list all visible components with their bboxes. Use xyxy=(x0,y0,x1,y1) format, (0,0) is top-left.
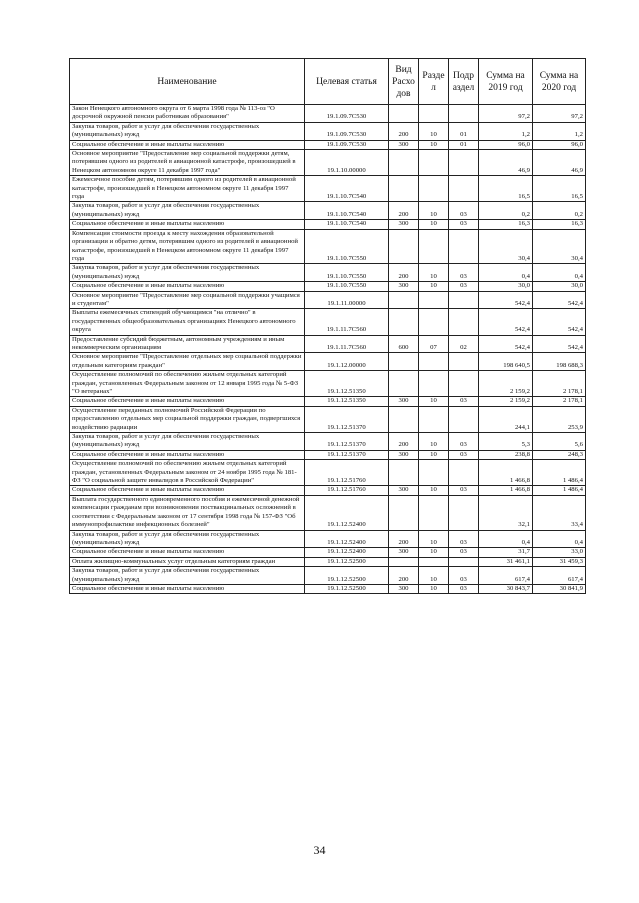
header-expense-type: Вид Расхо дов xyxy=(389,59,419,105)
row-sum-2019: 96,0 xyxy=(479,140,533,149)
row-target-article: 19.1.10.7С540 xyxy=(305,220,389,229)
row-sum-2019: 198 640,5 xyxy=(479,353,533,371)
row-subsection: 03 xyxy=(449,530,479,548)
row-target-article: 19.1.12.52400 xyxy=(305,530,389,548)
row-target-article: 19.1.10.7С550 xyxy=(305,282,389,291)
row-subsection: 01 xyxy=(449,140,479,149)
table-row xyxy=(70,353,586,371)
row-section xyxy=(419,291,449,309)
row-subsection: 03 xyxy=(449,433,479,451)
row-name: Социальное обеспечение и иные выплаты населению xyxy=(70,282,305,291)
row-section xyxy=(419,105,449,123)
row-target-article: 19.1.09.7С530 xyxy=(305,105,389,123)
table-row xyxy=(70,140,586,149)
row-section: 07 xyxy=(419,335,449,353)
row-target-article: 19.1.12.51370 xyxy=(305,433,389,451)
row-sum-2020: 542,4 xyxy=(533,291,586,309)
row-target-article: 19.1.12.52400 xyxy=(305,548,389,557)
row-sum-2020: 16,5 xyxy=(533,176,586,202)
table-row xyxy=(70,229,586,264)
table-row xyxy=(70,584,586,593)
row-sum-2019: 30 843,7 xyxy=(479,584,533,593)
row-target-article: 19.1.09.7С530 xyxy=(305,122,389,140)
row-section: 10 xyxy=(419,122,449,140)
row-name: Социальное обеспечение и иные выплаты населению xyxy=(70,584,305,593)
row-name: Закупка товаров, работ и услуг для обеспечения государственных (муниципальных) нужд xyxy=(70,567,305,585)
row-section xyxy=(419,371,449,397)
row-section: 10 xyxy=(419,202,449,220)
row-sum-2020: 16,3 xyxy=(533,220,586,229)
row-sum-2020: 97,2 xyxy=(533,105,586,123)
row-name: Осуществление переданных полномочий Российской Федерации по предоставлению отдельных мер социальной поддержки граждан, подвергшихся воздействию радиации xyxy=(70,406,305,432)
row-sum-2020: 1 486,4 xyxy=(533,460,586,486)
row-name: Закупка товаров, работ и услуг для обеспечения государственных (муниципальных) нужд xyxy=(70,530,305,548)
row-section: 10 xyxy=(419,530,449,548)
row-target-article: 19.1.12.52500 xyxy=(305,567,389,585)
row-name: Выплаты ежемесячных стипендий обучающимся "на отлично" в государственных общеобразовательных организациях Ненецкого автономного округа xyxy=(70,309,305,335)
row-sum-2020: 0,4 xyxy=(533,530,586,548)
row-section: 10 xyxy=(419,264,449,282)
row-sum-2019: 2 159,2 xyxy=(479,371,533,397)
row-expense-type: 200 xyxy=(389,202,419,220)
row-name: Социальное обеспечение и иные выплаты населению xyxy=(70,397,305,406)
row-target-article: 19.1.12.51370 xyxy=(305,450,389,459)
table-row xyxy=(70,309,586,335)
row-section: 10 xyxy=(419,282,449,291)
row-expense-type xyxy=(389,406,419,432)
row-sum-2019: 0,2 xyxy=(479,202,533,220)
row-target-article: 19.1.10.7С540 xyxy=(305,176,389,202)
row-sum-2019: 2 159,2 xyxy=(479,397,533,406)
row-target-article: 19.1.12.51350 xyxy=(305,397,389,406)
row-section: 10 xyxy=(419,584,449,593)
row-name: Социальное обеспечение и иные выплаты населению xyxy=(70,140,305,149)
row-subsection: 03 xyxy=(449,397,479,406)
table-row xyxy=(70,406,586,432)
row-subsection xyxy=(449,460,479,486)
row-section xyxy=(419,229,449,264)
row-sum-2019: 32,1 xyxy=(479,495,533,530)
row-section xyxy=(419,495,449,530)
row-subsection xyxy=(449,406,479,432)
row-sum-2020: 2 178,1 xyxy=(533,371,586,397)
row-subsection xyxy=(449,291,479,309)
table-row xyxy=(70,202,586,220)
row-sum-2020: 253,9 xyxy=(533,406,586,432)
row-section xyxy=(419,353,449,371)
row-expense-type xyxy=(389,176,419,202)
row-name: Социальное обеспечение и иные выплаты населению xyxy=(70,220,305,229)
row-name: Осуществление полномочий по обеспечению жильем отдельных категорий граждан, установленных Федеральным законом от 24 ноября 1995 года № 181-ФЗ "О социальной защите инвалидов в Российской Федерации" xyxy=(70,460,305,486)
table-row xyxy=(70,291,586,309)
row-sum-2019: 238,8 xyxy=(479,450,533,459)
row-name: Социальное обеспечение и иные выплаты населению xyxy=(70,486,305,495)
row-sum-2019: 16,5 xyxy=(479,176,533,202)
row-sum-2019: 244,1 xyxy=(479,406,533,432)
table-row xyxy=(70,567,586,585)
row-sum-2019: 16,3 xyxy=(479,220,533,229)
row-subsection: 03 xyxy=(449,567,479,585)
table-row xyxy=(70,150,586,176)
row-name: Основное мероприятие "Предоставление мер социальной поддержки детям, потерявшим одного из родителей в авиационной катастрофе, произошедшей в Ненецком автономном округе 11 декабря 1997 года" xyxy=(70,150,305,176)
row-name: Закон Ненецкого автономного округа от 6 марта 1998 года № 113-оз "О досрочной окружной пенсии работникам образования" xyxy=(70,105,305,123)
row-sum-2020: 1,2 xyxy=(533,122,586,140)
row-section xyxy=(419,176,449,202)
row-expense-type: 300 xyxy=(389,282,419,291)
row-expense-type xyxy=(389,495,419,530)
row-sum-2019: 542,4 xyxy=(479,309,533,335)
row-sum-2020: 96,0 xyxy=(533,140,586,149)
row-section xyxy=(419,460,449,486)
row-target-article: 19.1.10.7С550 xyxy=(305,264,389,282)
header-name: Наименование xyxy=(70,59,305,105)
row-expense-type: 200 xyxy=(389,264,419,282)
row-name: Оплата жилищно-коммунальных услуг отдельным категориям граждан xyxy=(70,557,305,566)
row-sum-2020: 2 178,1 xyxy=(533,397,586,406)
table-row xyxy=(70,460,586,486)
row-section: 10 xyxy=(419,397,449,406)
row-subsection: 03 xyxy=(449,548,479,557)
row-sum-2020: 30 841,9 xyxy=(533,584,586,593)
row-subsection: 01 xyxy=(449,122,479,140)
row-expense-type: 300 xyxy=(389,584,419,593)
row-subsection xyxy=(449,353,479,371)
table-row xyxy=(70,557,586,566)
row-name: Социальное обеспечение и иные выплаты населению xyxy=(70,450,305,459)
table-row xyxy=(70,548,586,557)
row-expense-type xyxy=(389,371,419,397)
row-sum-2019: 0,4 xyxy=(479,264,533,282)
row-subsection: 03 xyxy=(449,202,479,220)
row-target-article: 19.1.12.51350 xyxy=(305,371,389,397)
row-sum-2020: 5,6 xyxy=(533,433,586,451)
row-sum-2020: 33,0 xyxy=(533,548,586,557)
row-subsection xyxy=(449,557,479,566)
table-row xyxy=(70,105,586,123)
row-section: 10 xyxy=(419,433,449,451)
header-section: Разде л xyxy=(419,59,449,105)
row-expense-type: 200 xyxy=(389,433,419,451)
row-sum-2020: 1 486,4 xyxy=(533,486,586,495)
row-subsection xyxy=(449,371,479,397)
row-section xyxy=(419,309,449,335)
row-expense-type: 300 xyxy=(389,220,419,229)
row-sum-2019: 31 461,1 xyxy=(479,557,533,566)
row-section xyxy=(419,406,449,432)
row-expense-type: 300 xyxy=(389,450,419,459)
row-sum-2020: 31 459,3 xyxy=(533,557,586,566)
page-number: 34 xyxy=(313,843,326,857)
table-row xyxy=(70,220,586,229)
row-expense-type xyxy=(389,460,419,486)
row-name: Закупка товаров, работ и услуг для обеспечения государственных (муниципальных) нужд xyxy=(70,433,305,451)
row-subsection xyxy=(449,229,479,264)
row-section xyxy=(419,150,449,176)
row-target-article: 19.1.12.52400 xyxy=(305,495,389,530)
row-name: Закупка товаров, работ и услуг для обеспечения государственных (муниципальных) нужд xyxy=(70,122,305,140)
row-expense-type: 600 xyxy=(389,335,419,353)
row-expense-type: 300 xyxy=(389,486,419,495)
row-subsection: 03 xyxy=(449,450,479,459)
row-sum-2019: 30,4 xyxy=(479,229,533,264)
table-row xyxy=(70,450,586,459)
table-row xyxy=(70,282,586,291)
row-sum-2019: 5,3 xyxy=(479,433,533,451)
row-subsection: 03 xyxy=(449,282,479,291)
table-row xyxy=(70,122,586,140)
row-target-article: 19.1.11.7С560 xyxy=(305,309,389,335)
row-sum-2020: 46,9 xyxy=(533,150,586,176)
row-target-article: 19.1.11.00000 xyxy=(305,291,389,309)
row-name: Предоставление субсидий бюджетным, автономным учреждениям и иным некоммерческим организациям xyxy=(70,335,305,353)
row-expense-type: 300 xyxy=(389,140,419,149)
row-sum-2020: 30,0 xyxy=(533,282,586,291)
table-row xyxy=(70,371,586,397)
row-expense-type: 300 xyxy=(389,548,419,557)
row-name: Закупка товаров, работ и услуг для обеспечения государственных (муниципальных) нужд xyxy=(70,264,305,282)
row-expense-type: 300 xyxy=(389,397,419,406)
row-name: Ежемесячное пособие детям, потерявшим одного из родителей в авиационной катастрофе, произошедшей в Ненецком автономном округе 11 декабря 1997 года xyxy=(70,176,305,202)
row-subsection xyxy=(449,495,479,530)
row-section: 10 xyxy=(419,220,449,229)
row-section: 10 xyxy=(419,548,449,557)
table-row xyxy=(70,397,586,406)
row-section xyxy=(419,557,449,566)
row-section: 10 xyxy=(419,567,449,585)
row-sum-2020: 248,3 xyxy=(533,450,586,459)
row-name: Основное мероприятие "Предоставление мер социальной поддержки учащимся и студентам" xyxy=(70,291,305,309)
row-name: Основное мероприятие "Предоставление отдельных мер социальной поддержки отдельным категориям граждан" xyxy=(70,353,305,371)
row-sum-2019: 1 466,8 xyxy=(479,486,533,495)
row-sum-2020: 30,4 xyxy=(533,229,586,264)
row-sum-2019: 31,7 xyxy=(479,548,533,557)
table-row xyxy=(70,433,586,451)
header-subsection: Подр аздел xyxy=(449,59,479,105)
table-body xyxy=(70,105,586,594)
row-target-article: 19.1.10.00000 xyxy=(305,150,389,176)
row-target-article: 19.1.12.51760 xyxy=(305,486,389,495)
row-target-article: 19.1.10.7С540 xyxy=(305,202,389,220)
row-expense-type xyxy=(389,353,419,371)
row-expense-type xyxy=(389,105,419,123)
row-expense-type xyxy=(389,150,419,176)
row-sum-2019: 30,0 xyxy=(479,282,533,291)
header-sum-2019: Сумма на 2019 год xyxy=(479,59,533,105)
row-sum-2019: 542,4 xyxy=(479,291,533,309)
row-subsection xyxy=(449,105,479,123)
table-row xyxy=(70,264,586,282)
row-expense-type: 200 xyxy=(389,567,419,585)
row-subsection xyxy=(449,150,479,176)
header-sum-2020: Сумма на 2020 год xyxy=(533,59,586,105)
table-row xyxy=(70,486,586,495)
row-sum-2020: 33,4 xyxy=(533,495,586,530)
table-row xyxy=(70,495,586,530)
row-name: Компенсация стоимости проезда к месту нахождения образовательной организации и обратно детям, потерявшим одного из родителей в авиационной катастрофе, произошедшей в Ненецком автономном округе 11 декабря 1997 года xyxy=(70,229,305,264)
row-expense-type xyxy=(389,557,419,566)
row-subsection xyxy=(449,176,479,202)
row-section: 10 xyxy=(419,486,449,495)
budget-table xyxy=(69,58,586,594)
row-target-article: 19.1.12.51370 xyxy=(305,406,389,432)
row-target-article: 19.1.09.7С530 xyxy=(305,140,389,149)
row-expense-type xyxy=(389,291,419,309)
header-target-article: Целевая статья xyxy=(305,59,389,105)
row-target-article: 19.1.12.52500 xyxy=(305,584,389,593)
row-sum-2020: 198 688,3 xyxy=(533,353,586,371)
row-sum-2019: 97,2 xyxy=(479,105,533,123)
row-sum-2019: 1,2 xyxy=(479,122,533,140)
row-section: 10 xyxy=(419,140,449,149)
row-name: Осуществление полномочий по обеспечению жильем отдельных категорий граждан, установленных Федеральным законом от 12 января 1995 года № 5-ФЗ "О ветеранах" xyxy=(70,371,305,397)
row-sum-2019: 617,4 xyxy=(479,567,533,585)
row-name: Социальное обеспечение и иные выплаты населению xyxy=(70,548,305,557)
row-expense-type xyxy=(389,229,419,264)
table-row xyxy=(70,176,586,202)
row-sum-2020: 542,4 xyxy=(533,309,586,335)
row-subsection: 03 xyxy=(449,486,479,495)
row-sum-2020: 0,2 xyxy=(533,202,586,220)
row-expense-type: 200 xyxy=(389,530,419,548)
row-expense-type xyxy=(389,309,419,335)
row-subsection: 03 xyxy=(449,264,479,282)
row-target-article: 19.1.12.52500 xyxy=(305,557,389,566)
row-sum-2020: 542,4 xyxy=(533,335,586,353)
row-subsection: 03 xyxy=(449,584,479,593)
row-sum-2019: 542,4 xyxy=(479,335,533,353)
row-sum-2019: 1 466,8 xyxy=(479,460,533,486)
row-sum-2020: 617,4 xyxy=(533,567,586,585)
row-name: Выплата государственного единовременного пособия и ежемесячной денежной компенсации гражданам при возникновении поствакцинальных осложнений в соответствии с Федеральным законом от 17 сентября 1998 года № 157-ФЗ "Об иммунопрофилактике инфекционных болезней" xyxy=(70,495,305,530)
table-row xyxy=(70,335,586,353)
table-header-row xyxy=(70,59,586,105)
row-subsection: 02 xyxy=(449,335,479,353)
row-target-article: 19.1.12.51760 xyxy=(305,460,389,486)
row-target-article: 19.1.12.00000 xyxy=(305,353,389,371)
row-section: 10 xyxy=(419,450,449,459)
row-subsection xyxy=(449,309,479,335)
row-sum-2019: 0,4 xyxy=(479,530,533,548)
row-expense-type: 200 xyxy=(389,122,419,140)
table-row xyxy=(70,530,586,548)
row-sum-2020: 0,4 xyxy=(533,264,586,282)
row-target-article: 19.1.10.7С550 xyxy=(305,229,389,264)
row-sum-2019: 46,9 xyxy=(479,150,533,176)
row-target-article: 19.1.11.7С560 xyxy=(305,335,389,353)
row-subsection: 03 xyxy=(449,220,479,229)
row-name: Закупка товаров, работ и услуг для обеспечения государственных (муниципальных) нужд xyxy=(70,202,305,220)
